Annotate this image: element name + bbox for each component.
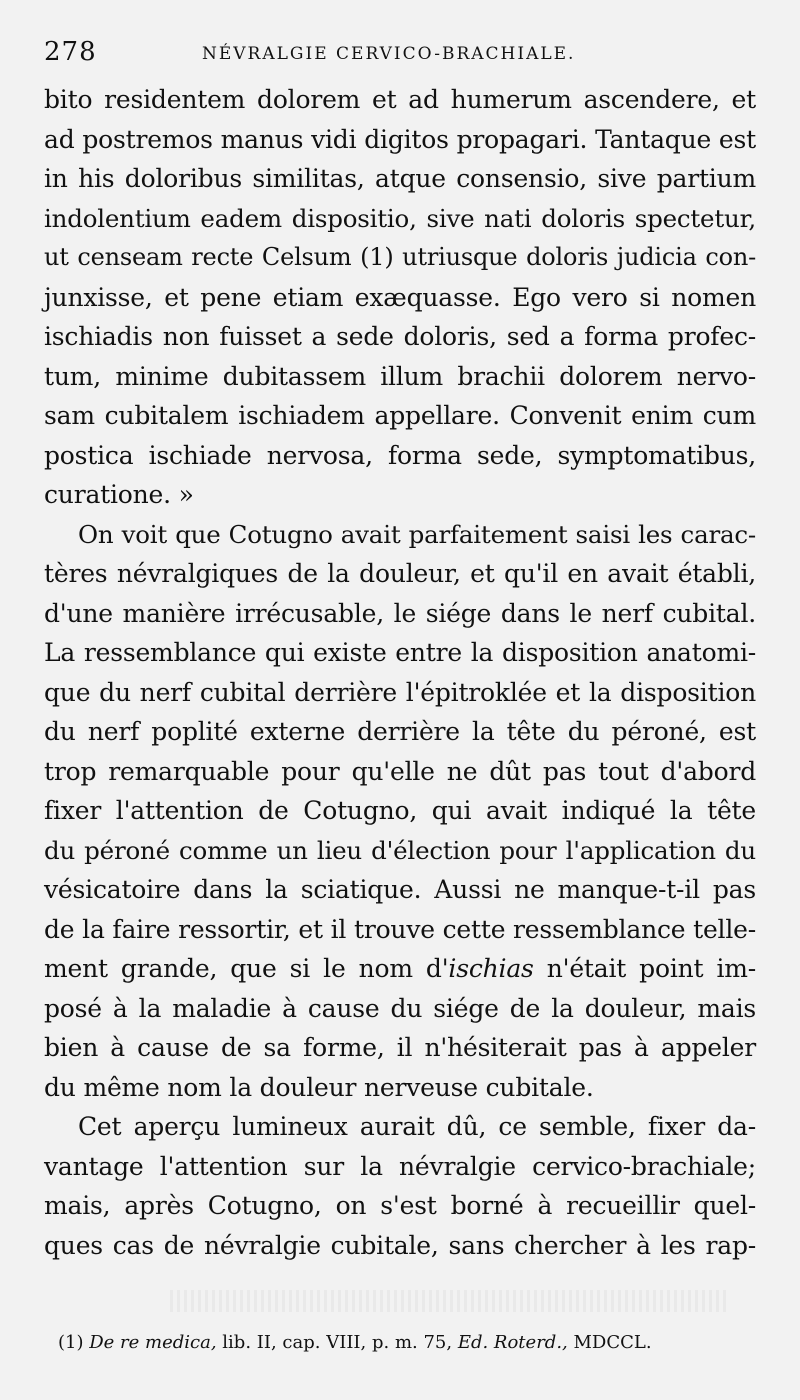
text-line: in his doloribus similitas, atque consensio, sive partium [44, 164, 756, 193]
text-line: ischiadis non fuisset a sede doloris, sed a forma profec- [44, 322, 756, 351]
text-line: ad postremos manus vidi digitos propagari. Tantaque est [44, 124, 756, 154]
show-through-texture [170, 1290, 730, 1312]
text-line: bito residentem dolorem et ad humerum ascendere, et [44, 85, 756, 114]
text-line: de la faire ressortir, et il trouve cette ressemblance telle- [44, 914, 756, 944]
text-line: tum, minime dubitassem illum brachii dolorem nervo- [44, 361, 756, 391]
text-line: que du nerf cubital derrière l'épitroklée et la disposition [44, 677, 756, 707]
paragraph-start-line: On voit que Cotugno avait parfaitement saisi les carac- [78, 519, 756, 549]
text-line: tères névralgiques de la douleur, et qu'il en avait établi, [44, 559, 756, 588]
text-line: indolentium eadem dispositio, sive nati doloris spectetur, [44, 203, 756, 233]
text-line: fixer l'attention de Cotugno, qui avait indiqué la tête [44, 796, 756, 825]
text-line: du nerf poplité externe derrière la tête du péroné, est [44, 717, 756, 746]
text-line: ment grande, que si le nom d'ischias n'était point im- [44, 954, 756, 983]
page-number: 278 [44, 37, 97, 67]
footnote-marker: (1) [58, 1332, 84, 1353]
text-line: vésicatoire dans la sciatique. Aussi ne manque-t-il pas [44, 875, 756, 904]
text-line: ques cas de névralgie cubitale, sans chercher à les rap- [44, 1230, 756, 1260]
text-line: curatione. » [44, 480, 194, 509]
text-line: du même nom la douleur nerveuse cubitale. [44, 1072, 594, 1102]
text-line: La ressemblance qui existe entre la disposition anatomi- [44, 638, 756, 667]
text-line: bien à cause de sa forme, il n'hésiterait pas à appeler [44, 1033, 756, 1062]
page-header [44, 36, 756, 76]
text-line: posé à la maladie à cause du siége de la douleur, mais [44, 993, 756, 1023]
text-line: d'une manière irrécusable, le siége dans le nerf cubital. [44, 598, 756, 628]
text-line: vantage l'attention sur la névralgie cervico-brachiale; [44, 1151, 756, 1181]
footnote-year: MDCCL. [567, 1332, 652, 1353]
footnote-reference: lib. II, cap. VIII, p. m. 75, [216, 1332, 458, 1353]
paragraph-start-line: Cet aperçu lumineux aurait dû, ce semble, fixer da- [78, 1112, 756, 1141]
footnote-title: De re medica, [89, 1332, 217, 1353]
italic-term: ischias [448, 954, 534, 983]
text-line: sam cubitalem ischiadem appellare. Convenit enim cum [44, 401, 756, 430]
text-line: du péroné comme un lieu d'élection pour l'application du [44, 835, 756, 865]
footnote-edition: Ed. Roterd., [457, 1332, 568, 1353]
text-line: mais, après Cotugno, on s'est borné à recueillir quel- [44, 1191, 756, 1220]
running-head: NÉVRALGIE CERVICO-BRACHIALE. [202, 44, 576, 64]
text-line: junxisse, et pene etiam exæquasse. Ego vero si nomen [44, 282, 756, 312]
body-text [44, 80, 756, 1265]
text-line: postica ischiade nervosa, forma sede, symptomatibus, [44, 440, 756, 470]
text-line: ut censeam recte Celsum (1) utriusque doloris judicia con- [44, 243, 756, 271]
text-line: trop remarquable pour qu'elle ne dût pas tout d'abord [44, 756, 756, 786]
footnote [58, 1330, 756, 1356]
